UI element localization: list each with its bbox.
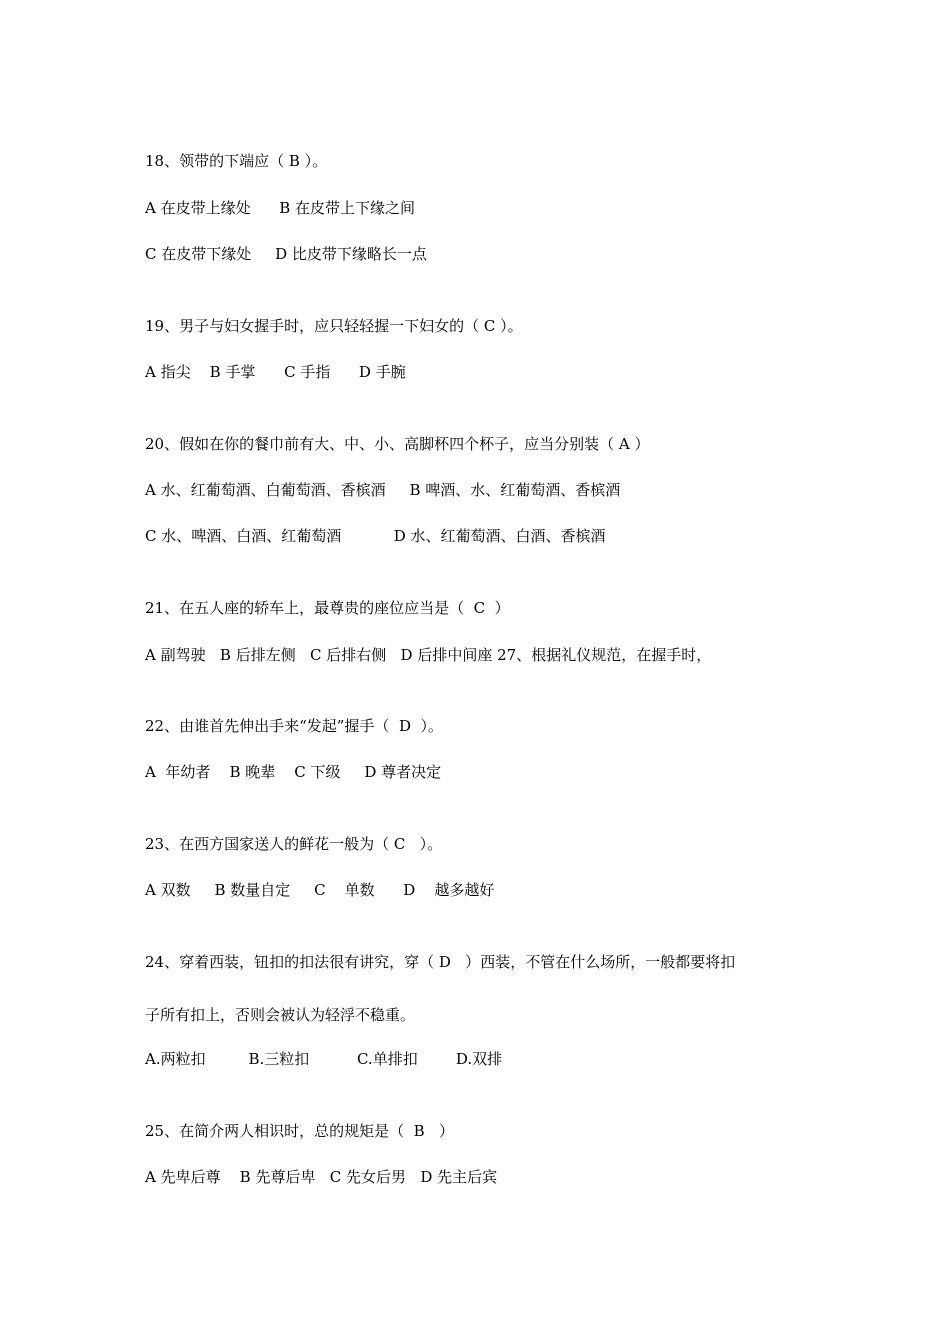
options-20-cd: C 水、啤酒、白酒、红葡萄酒 D 水、红葡萄酒、白酒、香槟酒 — [145, 527, 606, 545]
question-24-line1: 24、穿着西装，钮扣的扣法很有讲究，穿（ D ）西装，不管在什么场所，一般都要将扣 — [145, 953, 736, 971]
question-20: 20、假如在你的餐巾前有大、中、小、高脚杯四个杯子，应当分别装（ A ） — [145, 435, 650, 453]
options-20-ab: A 水、红葡萄酒、白葡萄酒、香槟酒 B 啤酒、水、红葡萄酒、香槟酒 — [145, 481, 621, 499]
question-23: 23、在西方国家送人的鲜花一般为（ C ）。 — [145, 835, 443, 853]
options-22: A 年幼者 B 晚辈 C 下级 D 尊者决定 — [145, 763, 442, 781]
options-18-ab: A 在皮带上缘处 B 在皮带上下缘之间 — [145, 199, 416, 217]
question-18: 18、领带的下端应（ B ）。 — [145, 152, 328, 170]
options-18-cd: C 在皮带下缘处 D 比皮带下缘略长一点 — [145, 245, 427, 263]
question-19: 19、男子与妇女握手时，应只轻轻握一下妇女的（ C ）。 — [145, 317, 523, 335]
question-21: 21、在五人座的轿车上，最尊贵的座位应当是（ C ） — [145, 599, 510, 617]
options-19: A 指尖 B 手掌 C 手指 D 手腕 — [145, 363, 406, 381]
question-22: 22、由谁首先伸出手来“发起”握手（ D ）。 — [145, 717, 444, 735]
options-24: A.两粒扣 B.三粒扣 C.单排扣 D.双排 — [145, 1050, 503, 1068]
options-25: A 先卑后尊 B 先尊后卑 C 先女后男 D 先主后宾 — [145, 1168, 498, 1186]
question-25: 25、在简介两人相识时，总的规矩是（ B ） — [145, 1122, 454, 1140]
options-21: A 副驾驶 B 后排左侧 C 后排右侧 D 后排中间座 27、根据礼仪规范，在握手时， — [145, 646, 712, 664]
question-24-line2: 子所有扣上，否则会被认为轻浮不稳重。 — [145, 1006, 416, 1024]
options-23: A 双数 B 数量自定 C 单数 D 越多越好 — [145, 881, 495, 899]
